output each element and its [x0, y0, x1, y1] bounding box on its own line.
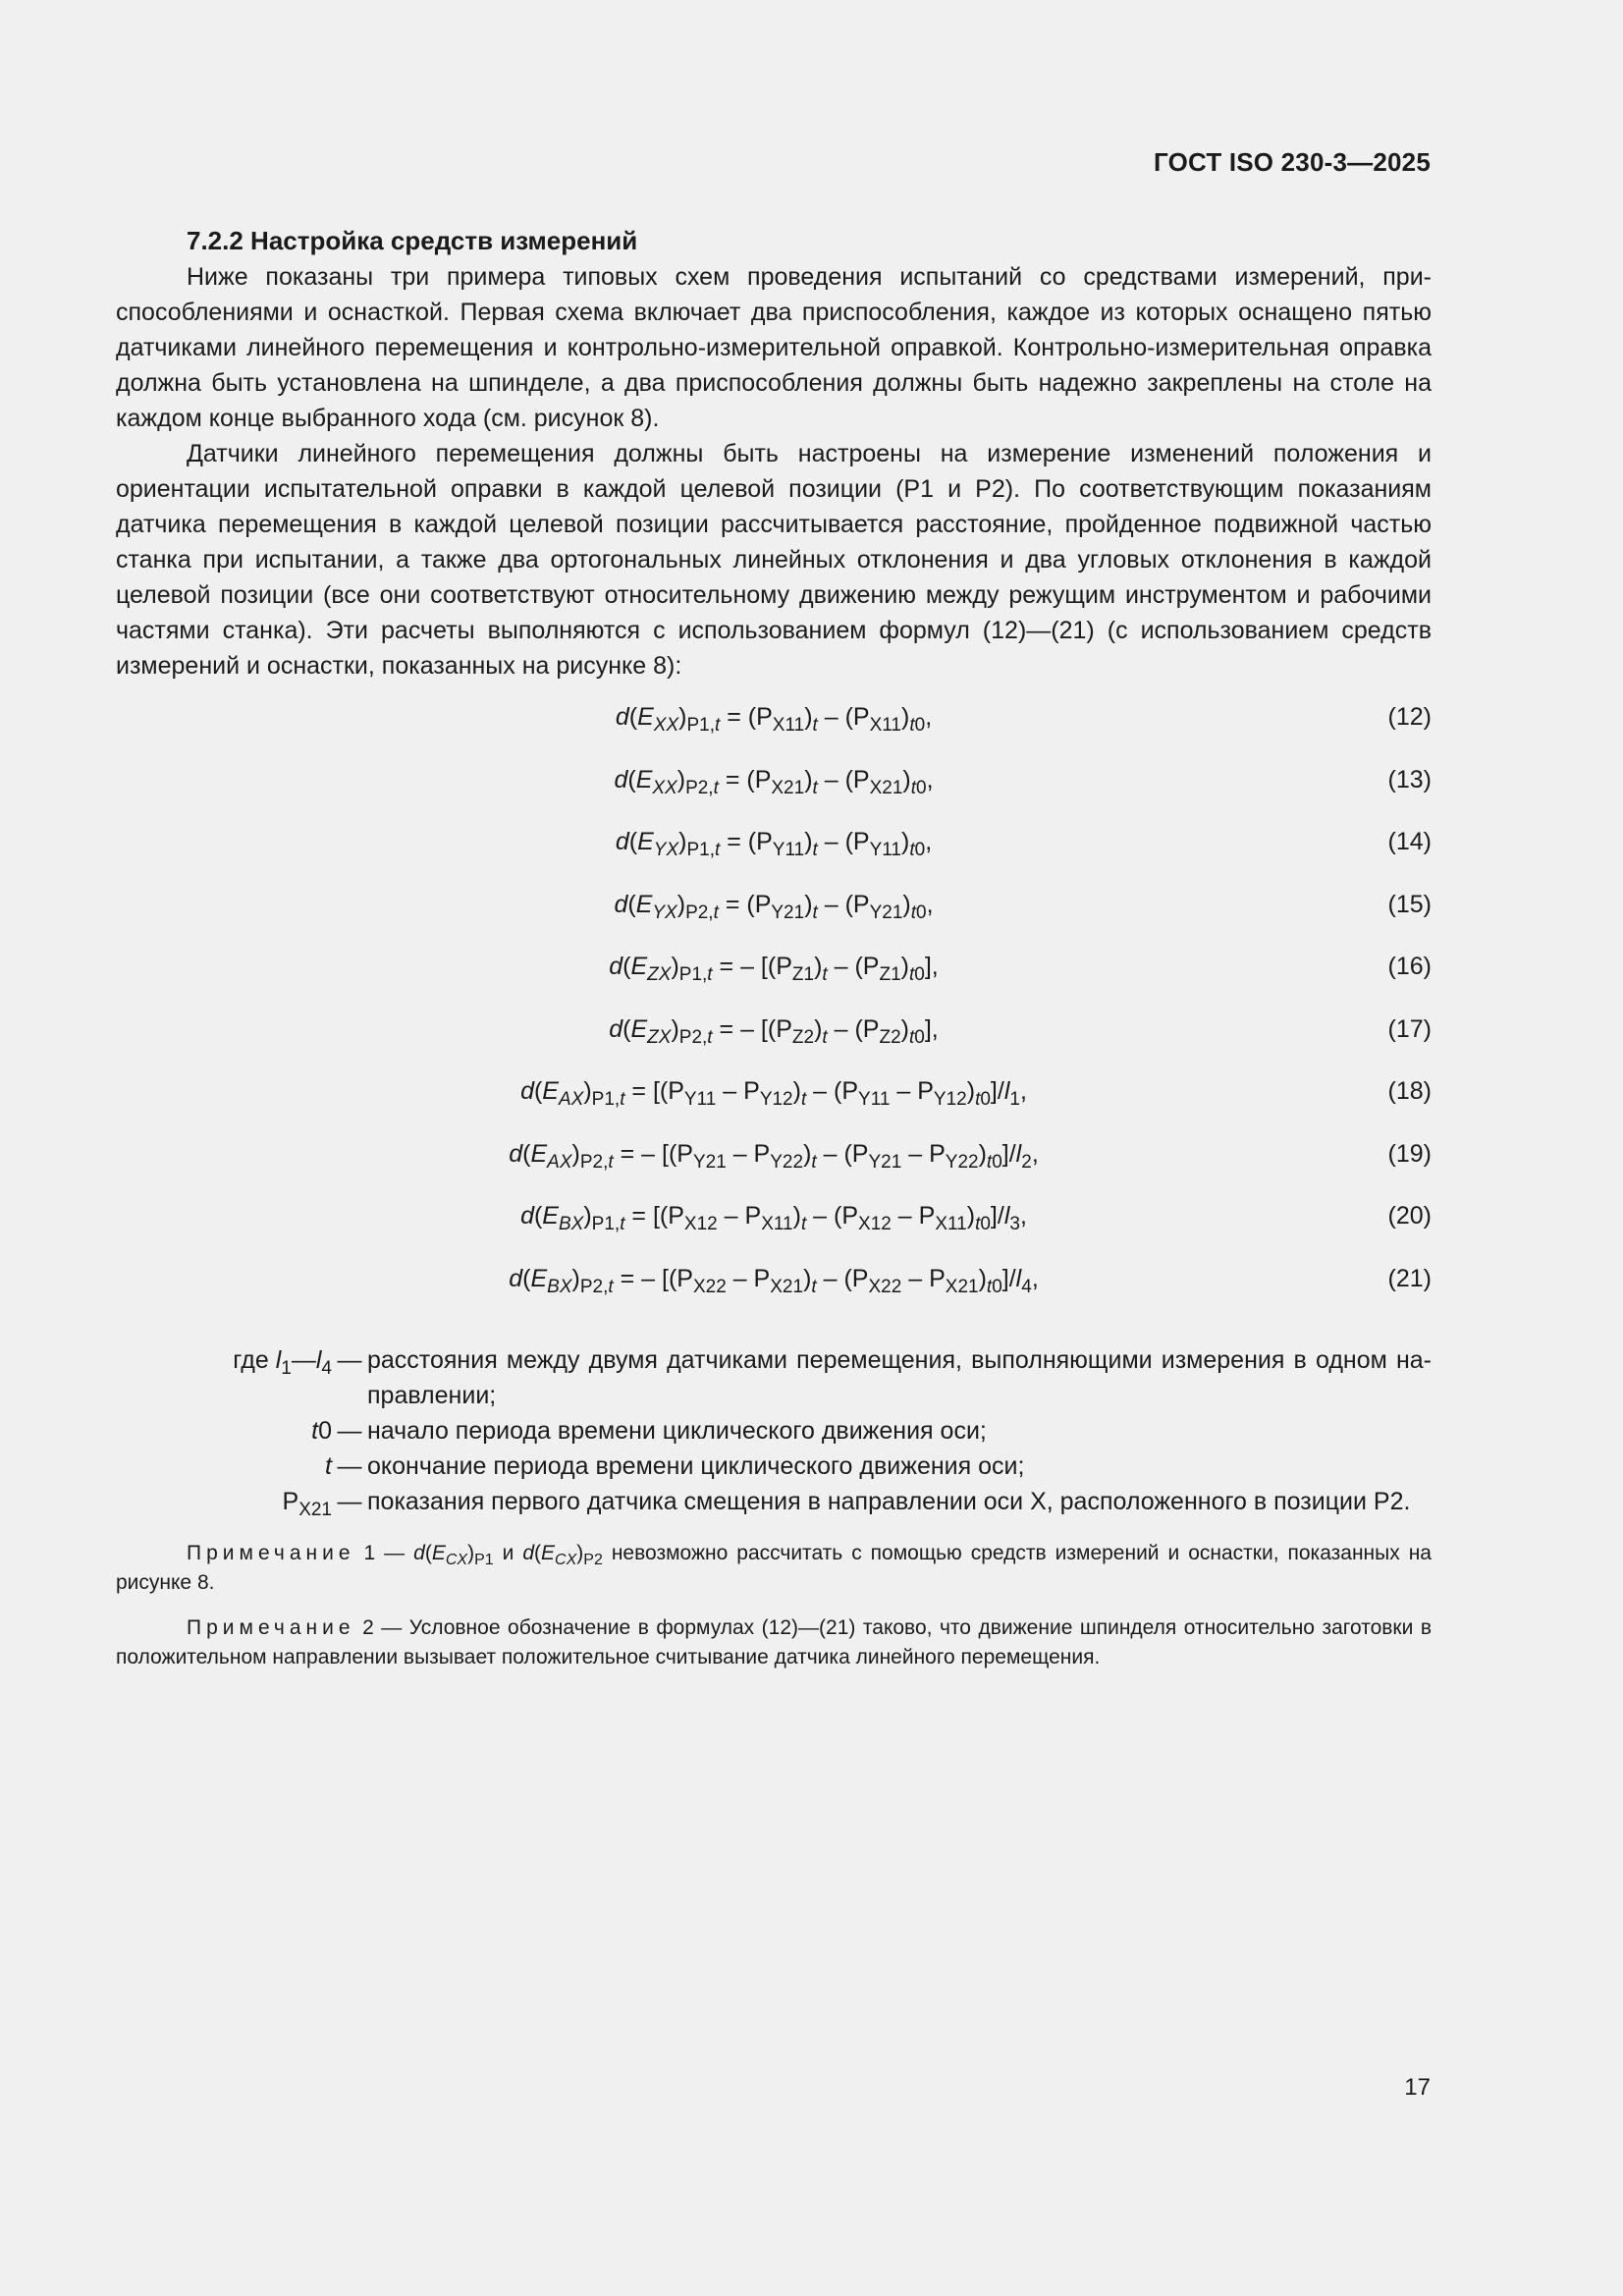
formula-17 [116, 1008, 1432, 1070]
formula-number: (14) [1387, 828, 1432, 855]
definition-text: показания первого датчика смещения в направлении оси X, расположенного в позиции Р2. [367, 1488, 1411, 1515]
definition-symbol: t0 [311, 1417, 332, 1445]
note-number: 1 [363, 1542, 376, 1564]
note-label: Примечание [187, 1542, 355, 1564]
formula-15 [116, 883, 1432, 946]
formula-number: (20) [1387, 1202, 1432, 1230]
page-number: 17 [1404, 2074, 1431, 2101]
formula-expression: $d(E_{XX})_{P1,t} = (P_{X11})_t - (P_{X11})_{t0}$, [615, 703, 933, 736]
definition-symbol: $P_{X21}$ [282, 1488, 332, 1520]
formula-expression: $d(E_{AX})_{P2,t}$ = – $[(P_{Y21} - P_{Y22})_t - (P_{Y21} - P_{Y22})_{t0}]/l_2$, [509, 1139, 1039, 1173]
formula-expression: $d(E_{YX})_{P2,t} = (P_{Y21})_t - (P_{Y21})_{t0}$, [614, 890, 934, 923]
definition-dash: — [337, 1452, 362, 1480]
formula-expression: $d(E_{BX})_{P1,t} = [(P_{X12} - P_{X11})_t - (P_{X12} - P_{X11})_{t0}]/l_3$, [520, 1202, 1027, 1234]
formula-21 [116, 1257, 1432, 1320]
formula-expression: $d(E_{BX})_{P2,t}$ = – $[(P_{X22} - P_{X21})_t - (P_{X22} - P_{X21})_{t0}]/l_4$, [509, 1264, 1039, 1297]
note-label: Примечание [187, 1616, 355, 1639]
formula-number: (21) [1387, 1264, 1432, 1292]
formula-19 [116, 1132, 1432, 1195]
definition-text: расстояния между двумя датчиками перемещения, выполняющими измерения в одном направлении; [367, 1346, 1432, 1409]
definition-symbol: t [325, 1452, 332, 1480]
formula-12 [116, 695, 1432, 758]
formula-expression: $d(E_{XX})_{P2,t} = (P_{X21})_t - (P_{X21})_{t0}$, [614, 765, 934, 798]
definition-dash: — [337, 1417, 362, 1445]
formula-13 [116, 758, 1432, 821]
definition-text: окончание периода времени циклического движения оси; [367, 1452, 1025, 1480]
formula-16 [116, 945, 1432, 1008]
definition-symbol: где $l_1—l_4$ [233, 1346, 332, 1379]
section-heading: 7.2.2 Настройка средств измерений [187, 226, 638, 255]
definition-dash: — [337, 1346, 362, 1374]
definition-text: начало периода времени циклического движения оси; [367, 1417, 987, 1445]
formula-expression: $d(E_{YX})_{P1,t} = (P_{Y11})_t - (P_{Y11})_{t0}$, [615, 828, 933, 860]
main-content [116, 222, 1432, 1672]
formula-20 [116, 1194, 1432, 1257]
formula-14 [116, 820, 1432, 883]
formula-number: (12) [1387, 703, 1432, 731]
definition-item [116, 1484, 1432, 1519]
note-text: невозможно рассчитать с помощью средств измерений и оснастки, показанных на рисунке 8. [116, 1542, 1432, 1594]
note-1: Примечание 1 — $d(E_{CX})_{P1}$ и $d(E_{CX})_{P2}$ невозможно рассчитать с помощью средств измерений и оснастки, показанных на рисунке 8. [116, 1542, 1432, 1594]
formula-18 [116, 1069, 1432, 1132]
definition-item [116, 1449, 1432, 1484]
formula-expression: $d(E_{ZX})_{P2,t}$ = – $[(P_{Z2})_t - (P_{Z2})_{t0}]$, [609, 1014, 939, 1048]
formula-number: (16) [1387, 953, 1432, 980]
paragraph-1: Ниже показаны три примера типовых схем проведения испытаний со средствами измерений, приспособлениями и оснасткой. Первая схема включает два приспособления, каждое из которых оснащено пятью датчиками линейного перемещения и контрольно-измерительной оправкой. Контрольно-измерительная оправка должна быть установлена на шпинделе, а два приспособления должны быть надежно закреплены на столе на каждом конце выбранного хода (см. рисунок 8). [116, 263, 1432, 432]
formula-number: (13) [1387, 765, 1432, 793]
formula-number: (19) [1387, 1139, 1432, 1168]
note-2 [116, 1613, 1432, 1672]
definition-item [116, 1342, 1432, 1413]
note-number: 2 [362, 1616, 374, 1639]
note-text: — Условное обозначение в формулах (12)—(21) таково, что движение шпинделя относительно заготовки в положительном направлении вызывает положительное считывание датчика линейного перемещения. [116, 1616, 1432, 1668]
formula-number: (17) [1387, 1014, 1432, 1043]
formula-number: (15) [1387, 890, 1432, 918]
definition-item [116, 1413, 1432, 1449]
formula-expression: $d(E_{AX})_{P1,t} = [(P_{Y11} - P_{Y12})_t - (P_{Y11} - P_{Y12})_{t0}]/l_1$, [520, 1077, 1027, 1110]
definitions-list [116, 1342, 1432, 1519]
document-code-header: ГОСТ ISO 230-3—2025 [1153, 147, 1431, 177]
definition-dash: — [337, 1488, 362, 1515]
formula-number: (18) [1387, 1077, 1432, 1105]
formula-block [116, 695, 1432, 1319]
formula-expression: $d(E_{ZX})_{P1,t}$ = – $[(P_{Z1})_t - (P_{Z1})_{t0}]$, [609, 953, 939, 985]
paragraph-2: Датчики линейного перемещения должны быть настроены на измерение изменений положения и ориентации испытательной оправки в каждой целевой позиции (Р1 и Р2). По соответствующим показаниям датчика перемещения в каждой целевой позиции рассчитывается расстояние, пройденное подвижной частью станка при испытании, а также два ортогональных линейных отклонения и два угловых отклонения в каждой целевой позиции (все они соответствуют относительному движению между режущим инструментом и рабочими частями станка). Эти расчеты выполняются с использованием формул (12)—(21) (с использованием средств измерений и оснастки, показанных на рисунке 8): [116, 440, 1432, 680]
